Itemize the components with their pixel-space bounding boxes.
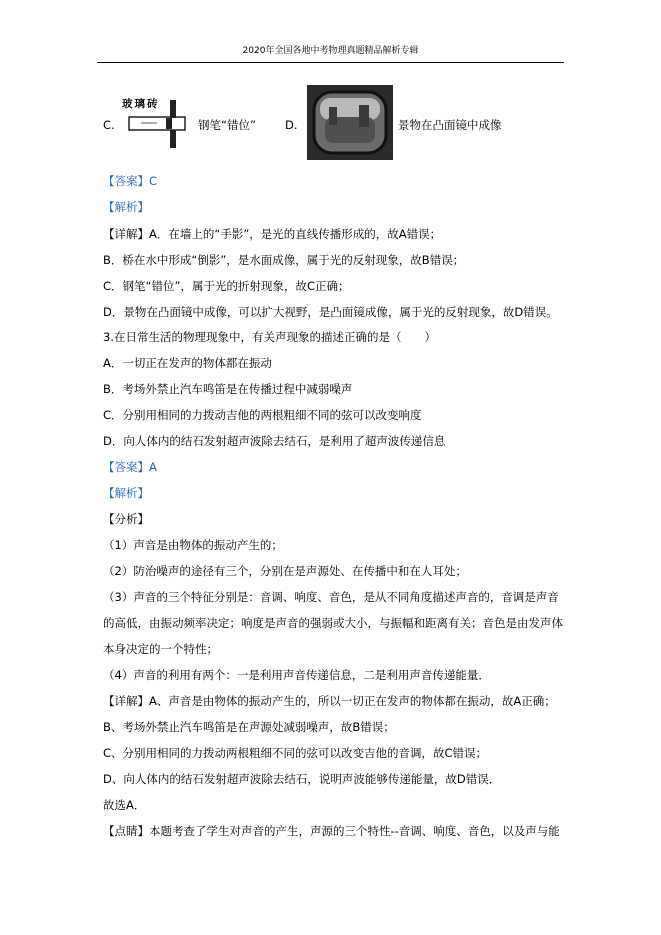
text-line: （2）防治噪声的途径有三个，分别在是声源处、在传播中和在人耳处； xyxy=(103,564,467,578)
text-line: C．钢笔“错位”，属于光的折射现象，故C正确； xyxy=(103,279,350,293)
text-line: B．桥在水中形成“倒影”，是水面成像，属于光的反射现象，故B错误； xyxy=(103,253,465,267)
answer-line-1: 【答案】C xyxy=(103,174,158,188)
question-3-option-b: B．考场外禁止汽车鸣笛是在传播过程中减弱噪声 xyxy=(103,382,353,396)
question-3: 3.在日常生活的物理现象中，有关声现象的描述正确的是（ ） xyxy=(103,330,436,344)
text-line: 的高低，由振动频率决定；响度是声音的强弱或大小，与振幅和距离有关；音色是由发声体 xyxy=(103,616,563,630)
question-3-option-d: D．向人体内的结石发射超声波除去结石，是利用了超声波传递信息 xyxy=(103,434,446,448)
header-title: 2020年全国各地中考物理真题精品解析专辑 xyxy=(242,46,419,56)
glass-brick-pen-figure xyxy=(118,94,198,154)
text-line: D．景物在凸面镜中成像，可以扩大视野，是凸面镜成像，属于光的反射现象，故D错误。 xyxy=(103,305,558,319)
analysis-heading-1: 【解析】 xyxy=(103,200,149,214)
text-line: （4）声音的利用有两个：一是利用声音传递信息，二是利用声音传递能量． xyxy=(103,668,490,682)
pen-diagram xyxy=(118,94,198,154)
text-line: 故选A． xyxy=(103,798,146,812)
option-c-caption: 钢笔“错位” xyxy=(198,118,256,132)
text-line: 本身决定的一个特性； xyxy=(103,642,218,656)
convex-mirror-photo xyxy=(307,85,393,160)
glass-brick-label: 玻璃砖 xyxy=(122,98,160,110)
page-header xyxy=(97,44,564,63)
text-line: 【点睛】本题考查了学生对声音的产生，声源的三个特性--音调、响度、音色，以及声与能 xyxy=(103,824,560,838)
text-line: 【详解】A．在墙上的“手影”，是光的直线传播形成的，故A错误； xyxy=(103,227,442,241)
text-line: C、分别用相同的力拨动两根粗细不同的弦可以改变吉他的音调，故C错误； xyxy=(103,746,488,760)
text-line: D、向人体内的结石发射超声波除去结石，说明声波能够传递能量，故D错误． xyxy=(103,772,501,786)
text-line: B、考场外禁止汽车鸣笛是在声源处减弱噪声，故B错误； xyxy=(103,720,395,734)
convex-mirror-icon xyxy=(307,85,393,160)
text-line: 【分析】 xyxy=(103,512,149,526)
question-3-option-a: A．一切正在发声的物体都在振动 xyxy=(103,356,272,370)
option-c-label: C. xyxy=(103,118,115,132)
question-3-option-c: C．分别用相同的力拨动吉他的两根粗细不同的弦可以改变响度 xyxy=(103,408,422,422)
option-d-label: D. xyxy=(285,118,298,132)
text-line: 【详解】A、声音是由物体的振动产生的，所以一切正在发声的物体都在振动，故A正确； xyxy=(103,694,556,708)
analysis-heading-2: 【解析】 xyxy=(103,486,149,500)
text-line: （3）声音的三个特征分别是：音调、响度、音色，是从不同角度描述声音的，音调是声音 xyxy=(103,590,559,604)
text-line: （1）声音是由物体的振动产生的； xyxy=(103,538,283,552)
answer-line-2: 【答案】A xyxy=(103,460,157,474)
option-d-caption: 景物在凸面镜中成像 xyxy=(398,118,502,132)
